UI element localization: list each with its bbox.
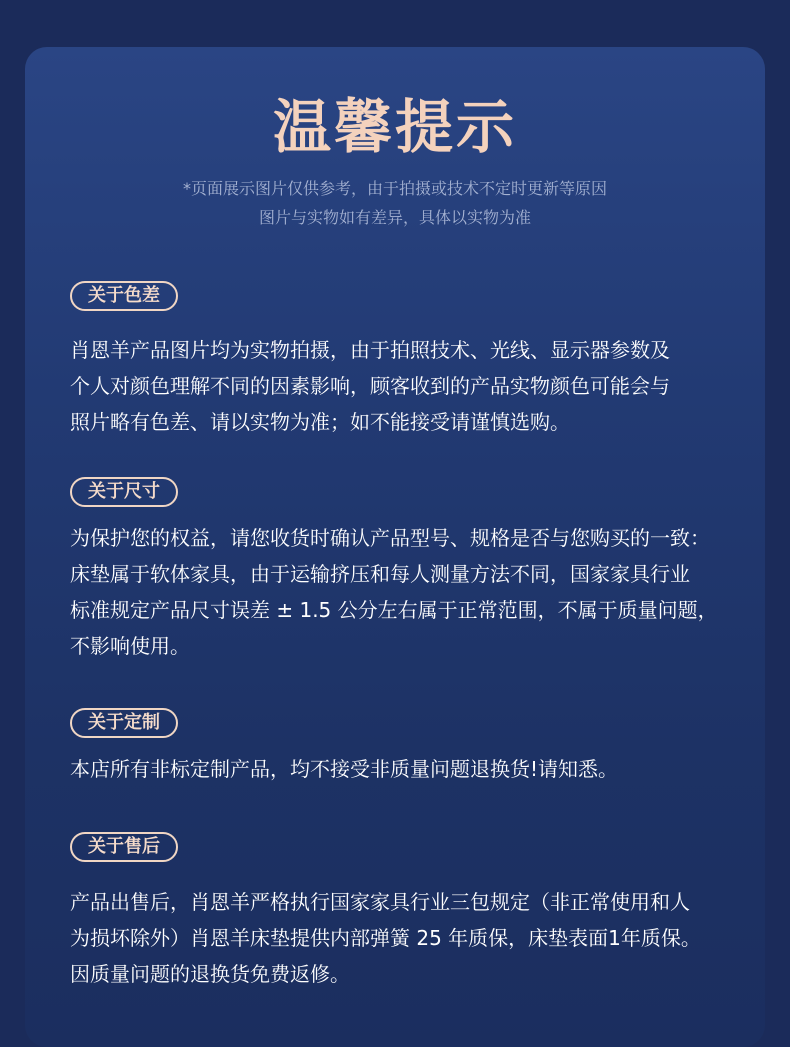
body-line: 照片略有色差、请以实物为准；如不能接受请谨慎选购。 bbox=[70, 410, 570, 434]
body-line: 标准规定产品尺寸误差 ± 1.5 公分左右属于正常范围，不属于质量问题， bbox=[70, 598, 718, 622]
section-body-aftersales bbox=[70, 884, 735, 992]
section-label-custom: 关于定制 bbox=[70, 708, 178, 738]
page-title: 温馨提示 bbox=[272, 93, 517, 161]
body-line: 为保护您的权益，请您收货时确认产品型号、规格是否与您购买的一致： bbox=[70, 526, 710, 550]
body-line: 个人对颜色理解不同的因素影响，顾客收到的产品实物颜色可能会与 bbox=[70, 374, 670, 398]
section-body-size bbox=[70, 520, 735, 664]
body-line: 为损坏除外）肖恩羊床垫提供内部弹簧 25 年质保，床垫表面1年质保。 bbox=[70, 926, 701, 950]
body-line: 肖恩羊产品图片均为实物拍摄，由于拍照技术、光线、显示器参数及 bbox=[70, 338, 670, 362]
section-label-color: 关于色差 bbox=[70, 281, 178, 311]
disclaimer-line-2: 图片与实物如有差异，具体以实物为准 bbox=[258, 208, 531, 227]
body-line: 本店所有非标定制产品，均不接受非质量问题退换货!请知悉。 bbox=[70, 757, 619, 781]
section-label-size: 关于尺寸 bbox=[70, 477, 178, 507]
section-body-color bbox=[70, 332, 735, 440]
body-line: 床垫属于软体家具，由于运输挤压和每人测量方法不同，国家家具行业 bbox=[70, 562, 690, 586]
section-body-custom bbox=[70, 751, 735, 787]
section-label-aftersales: 关于售后 bbox=[70, 832, 178, 862]
body-line: 产品出售后，肖恩羊严格执行国家家具行业三包规定（非正常使用和人 bbox=[70, 890, 690, 914]
body-line: 因质量问题的退换货免费返修。 bbox=[70, 962, 350, 986]
body-line: 不影响使用。 bbox=[70, 634, 190, 658]
disclaimer-line-1: *页面展示图片仅供参考，由于拍摄或技术不定时更新等原因 bbox=[182, 179, 607, 198]
